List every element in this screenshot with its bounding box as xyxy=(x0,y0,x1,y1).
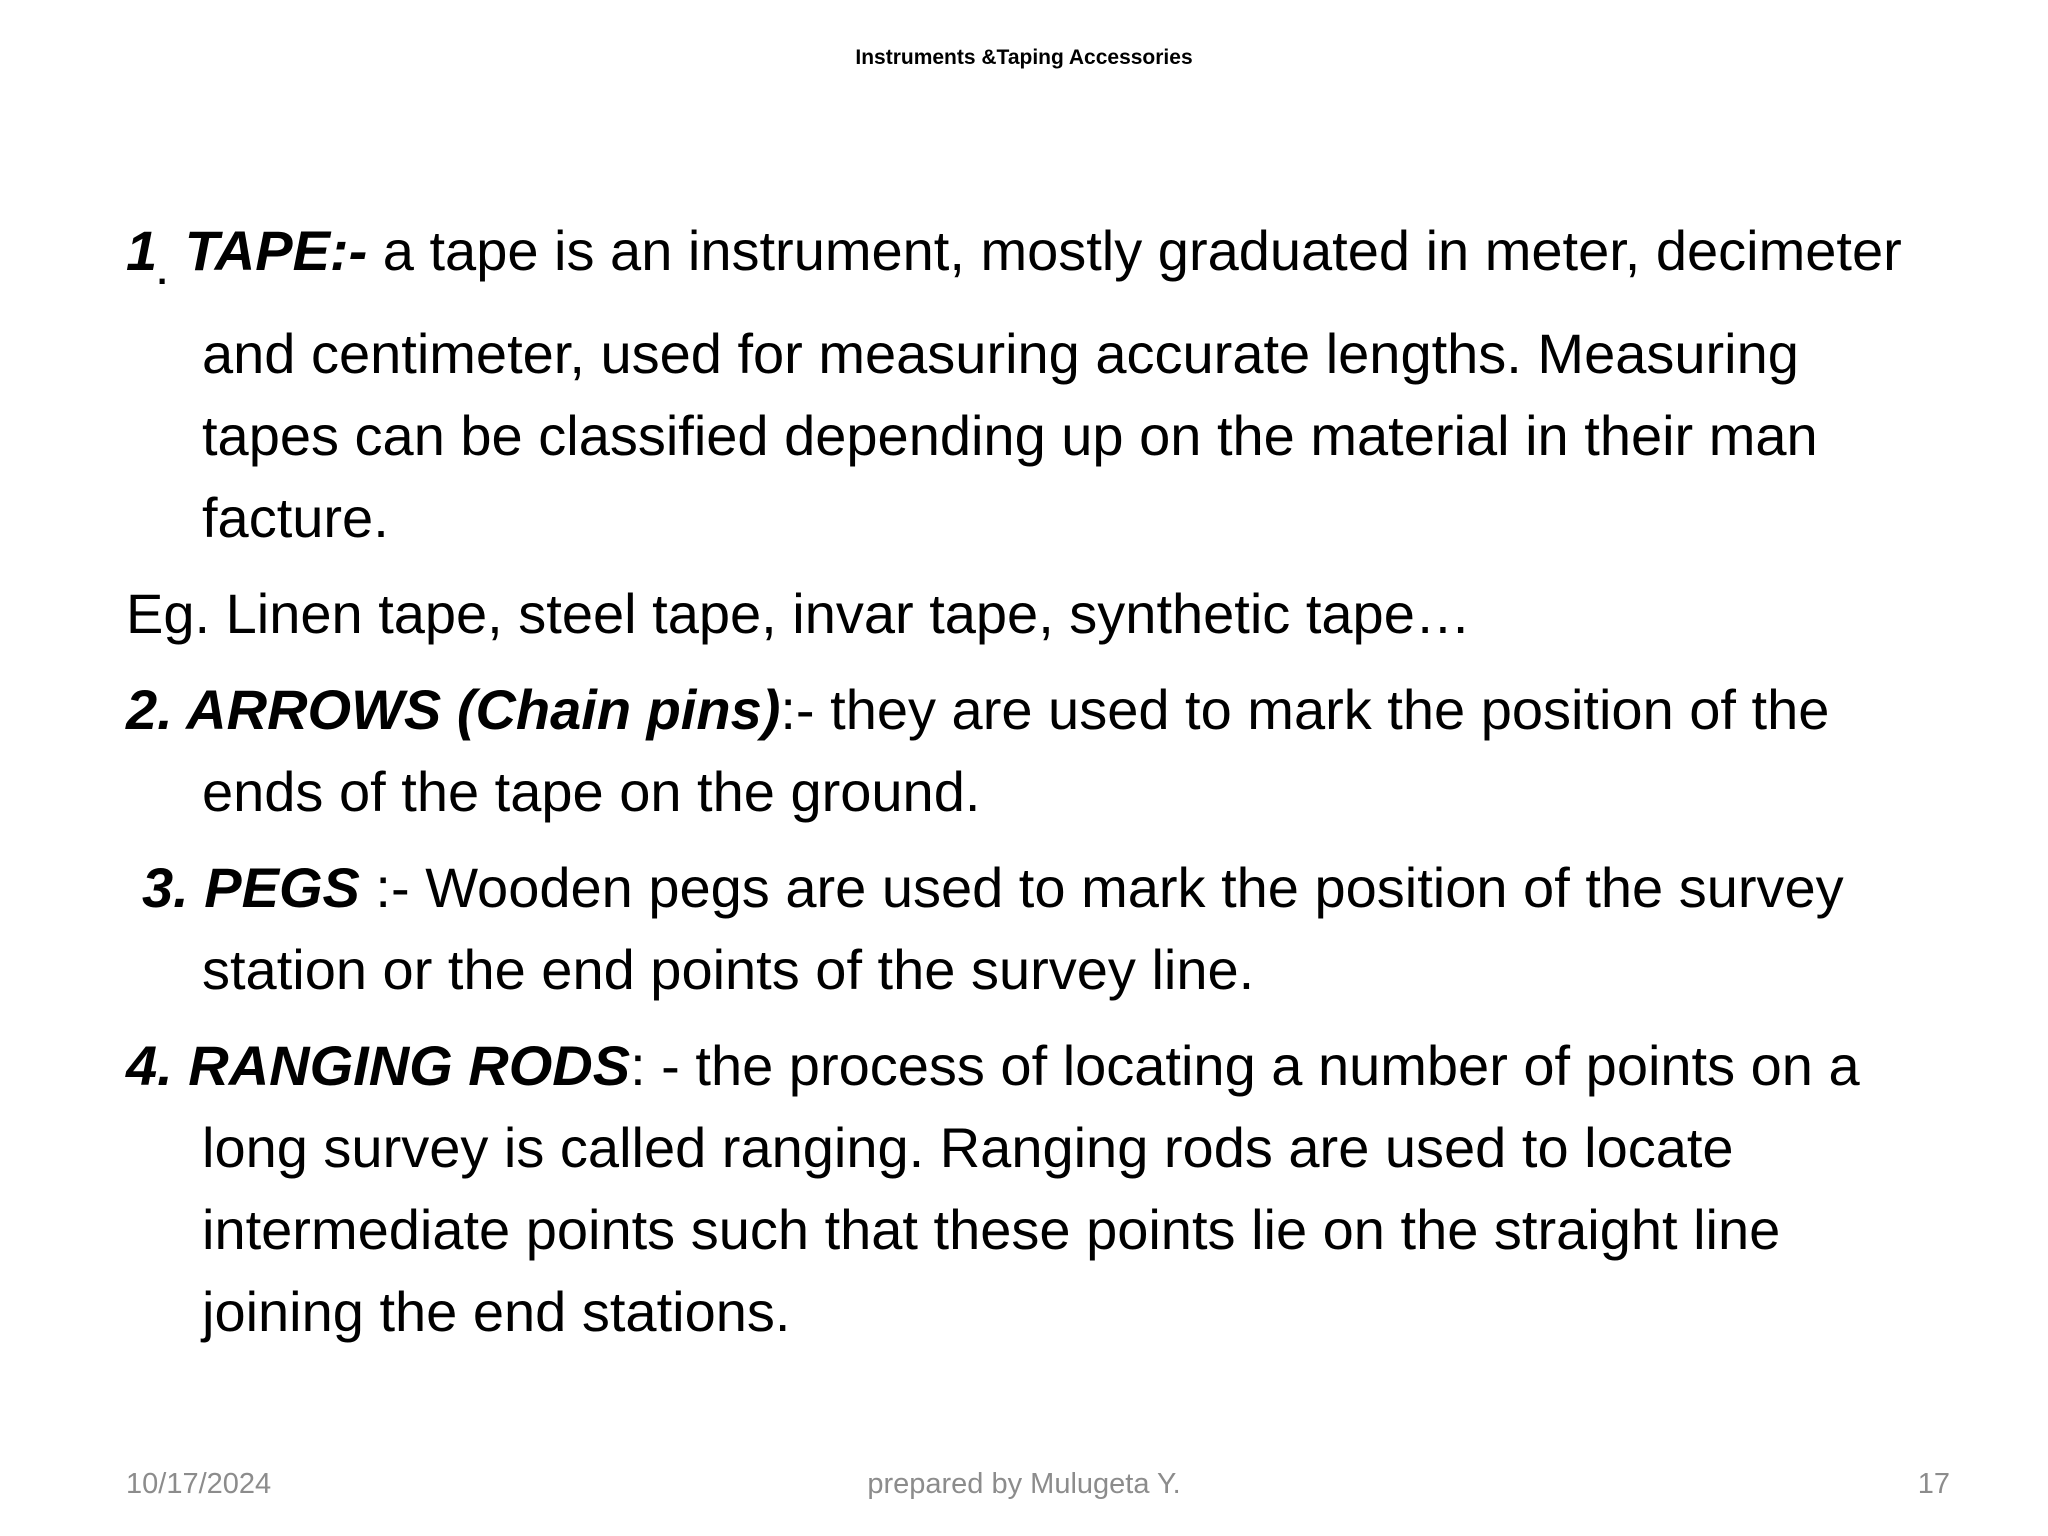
item-tape-dot: . xyxy=(157,251,168,292)
item-pegs-text: :- Wooden pegs are used to mark the position of the survey station or the end points of the survey line. xyxy=(202,856,1844,1001)
item-arrows xyxy=(126,669,1946,833)
footer-author: prepared by Mulugeta Y. xyxy=(867,1468,1181,1500)
item-pegs-term: 3. PEGS xyxy=(142,856,360,919)
slide-body xyxy=(126,210,1946,1367)
item-pegs xyxy=(126,847,1946,1011)
item-tape-number: 1 xyxy=(126,219,158,282)
item-ranging-rods xyxy=(126,1025,1946,1353)
slide-title: Instruments &Taping Accessories xyxy=(855,46,1193,69)
item-tape-text: a tape is an instrument, mostly graduated in meter, decimeter and centimeter, used for measuring accurate lengths. Measuring tapes can be classified depending up on the material in their man facture. xyxy=(202,219,1902,549)
item-tape-examples xyxy=(126,573,1946,655)
item-arrows-term: 2. ARROWS (Chain pins) xyxy=(126,678,781,741)
footer-date: 10/17/2024 xyxy=(126,1468,272,1500)
item-tape-examples-text: Eg. Linen tape, steel tape, invar tape, synthetic tape… xyxy=(126,582,1471,645)
item-tape-term: TAPE:- xyxy=(184,219,368,282)
item-tape xyxy=(126,210,1946,559)
item-ranging-rods-term: 4. RANGING RODS xyxy=(126,1034,631,1097)
item-ranging-rods-text: : - the process of locating a number of points on a long survey is called ranging. Ranging rods are used to locate intermediate points such that these points lie on the straight line joining the end stations. xyxy=(202,1034,1860,1343)
item-arrows-text: :- they are used to mark the position of the ends of the tape on the ground. xyxy=(202,678,1830,823)
footer-page-number: 17 xyxy=(1917,1468,1950,1500)
